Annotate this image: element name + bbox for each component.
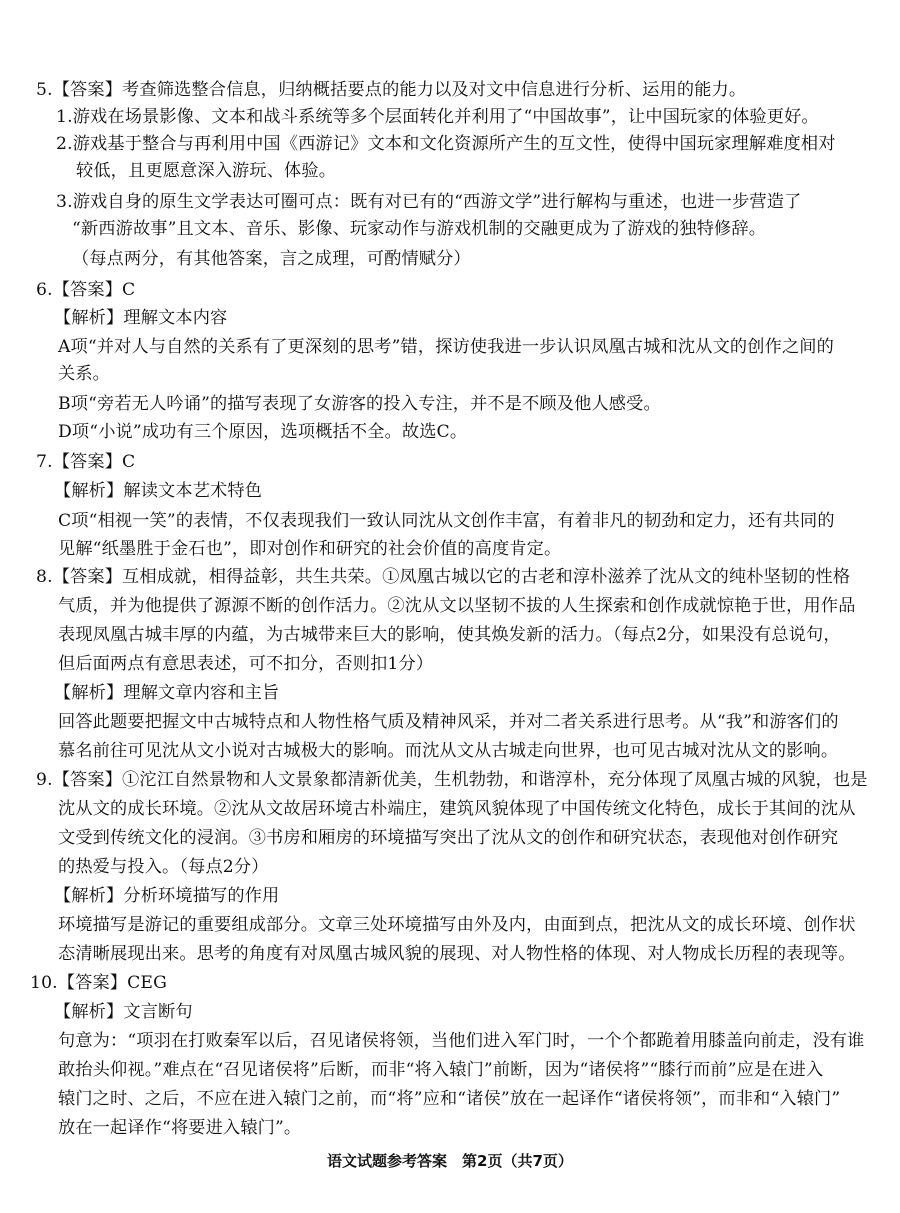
q7-answer-line: 7.【答案】C [36, 452, 136, 472]
q10-answer-line: 10.【答案】CEG [30, 973, 168, 993]
q6-analysis-heading: 【解析】理解文本内容 [54, 308, 228, 328]
q9-answer-cont-2: 文受到传统文化的浸润。③书房和厢房的环境描写突出了沈从文的创作和研究状态，表现他对创作研究 [58, 828, 839, 848]
q6-option-b: B项“旁若无人吟诵”的描写表现了女游客的投入专注，并不是不顾及他人感受。 [58, 394, 661, 414]
q7-option-c-cont: 见解“纸墨胜于金石也”，即对创作和研究的社会价值的高度肯定。 [58, 539, 562, 559]
q8-answer-cont-3: 但后面两点有意思表述，可不扣分，否则扣1分） [58, 654, 434, 674]
q10-analysis-4: 放在一起译作“将要进入辕门”。 [58, 1118, 302, 1138]
q6-option-a-cont: 关系。 [58, 364, 111, 384]
q10-analysis-3: 辕门之时、之后，不应在进入辕门之前，而“将”应和“诸侯”放在一起译作“诸侯将领”，而非和“入辕门” [58, 1089, 841, 1109]
q6-answer-line: 6.【答案】C [36, 280, 136, 300]
q8-analysis-1: 回答此题要把握文中古城特点和人物性格气质及精神风采，并对二者关系进行思考。从“我”和游客们的 [58, 712, 839, 732]
q6-option-d: D项“小说”成功有三个原因，选项概括不全。故选C。 [58, 422, 468, 442]
q10-analysis-heading: 【解析】文言断句 [54, 1002, 193, 1022]
q8-answer-cont-2: 表现凤凰古城丰厚的内蕴，为古城带来巨大的影响，使其焕发新的活力。（每点2分，如果没有总说句， [58, 625, 841, 645]
q5-point-3-cont: “新西游故事”且文本、音乐、影像、玩家动作与游戏机制的交融更成为了游戏的独特修辞。 [72, 219, 767, 239]
q6-option-a: A项“并对人与自然的关系有了更深刻的思考”错，探访使我进一步认识凤凰古城和沈从文的创作之间的 [58, 337, 834, 357]
q9-analysis-2: 态清晰展现出来。思考的角度有对凤凰古城风貌的展现、对人物性格的体现、对人物成长历程的表现等。 [58, 944, 856, 964]
q5-point-1: 1.游戏在场景影像、文本和战斗系统等多个层面转化并利用了“中国故事”，让中国玩家的体验更好。 [56, 107, 819, 127]
q10-analysis-1: 句意为：“项羽在打败秦军以后，召见诸侯将领，当他们进入军门时，一个个都跪着用膝盖向前走，没有谁 [58, 1031, 865, 1051]
q5-point-3: 3.游戏自身的原生文学表达可圈可点：既有对已有的“西游文学”进行解构与重述，也进一步营造了 [56, 192, 802, 212]
q9-answer-cont-3: 的热爱与投入。（每点2分） [58, 857, 269, 877]
q8-answer-line: 8.【答案】互相成就，相得益彰，共生共荣。①凤凰古城以它的古老和淳朴滋养了沈从文的纯朴坚韧的性格 [36, 567, 851, 587]
page-footer: 语文试题参考答案 第2页（共7页） [327, 1152, 573, 1170]
q9-analysis-1: 环境描写是游记的重要组成部分。文章三处环境描写由外及内，由面到点，把沈从文的成长环境、创作状 [58, 915, 856, 935]
q9-analysis-heading: 【解析】分析环境描写的作用 [54, 886, 280, 906]
q9-answer-line: 9.【答案】①沱江自然景物和人文景象都清新优美，生机勃勃，和谐淳朴，充分体现了凤凰古城的风貌，也是 [36, 770, 868, 790]
q8-answer-cont-1: 气质，并为他提供了源源不断的创作活力。②沈从文以坚韧不拔的人生探索和创作成就惊艳于世，用作品 [58, 596, 856, 616]
q5-scoring-note: （每点两分，有其他答案，言之成理，可酌情赋分） [72, 249, 471, 269]
q10-analysis-2: 敢抬头仰视。”难点在“召见诸侯将”后断，而非“将入辕门”前断，因为“诸侯将”“膝行而前”应是在进入 [58, 1060, 824, 1080]
q8-analysis-2: 慕名前往可见沈从文小说对古城极大的影响。而沈从文从古城走向世界，也可见古城对沈从文的影响。 [58, 741, 839, 761]
q5-point-2: 2.游戏基于整合与再利用中国《西游记》文本和文化资源所产生的互文性，使得中国玩家理解难度相对 [56, 134, 836, 154]
q7-analysis-heading: 【解析】解读文本艺术特色 [54, 481, 263, 501]
q8-analysis-heading: 【解析】理解文章内容和主旨 [54, 683, 280, 703]
q9-answer-cont-1: 沈从文的成长环境。②沈从文故居环境古朴端庄，建筑风貌体现了中国传统文化特色，成长于其间的沈从 [58, 799, 856, 819]
q5-answer-line: 5.【答案】考查筛选整合信息，归纳概括要点的能力以及对文中信息进行分析、运用的能力。 [36, 80, 747, 100]
q7-option-c: C项“相视一笑”的表情，不仅表现我们一致认同沈从文创作丰富，有着非凡的韧劲和定力，还有共同的 [58, 511, 835, 531]
q5-point-2-cont: 较低，且更愿意深入游玩、体验。 [76, 161, 337, 181]
